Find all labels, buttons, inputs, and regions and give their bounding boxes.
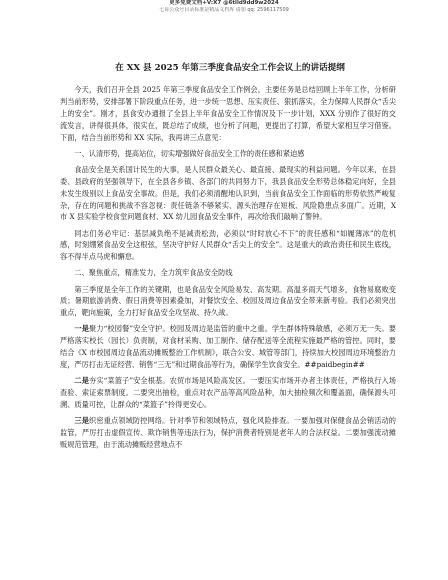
header-top-line: 更多免费文档+V:X7 @6tlld9dd9w2024 [169, 0, 279, 6]
section-heading-2: 二、聚焦重点，精准发力，全力筑牢食品安全防线 [74, 268, 233, 278]
greeting-paragraph: 今天，我们召开全县 2025 年第三季度食品安全工作例会，主要任务是总结回顾上半年工作，分析研判当前形势，安排部署下阶段重点任务，进一步统一思想、压实责任、狠抓落实，全力保障人民群众“舌尖上的安全”。刚才，县食安办通报了全县上半年食品安全工作情况及下一步计划，XXX 分别作了很好的交流发言，讲得很具体，很实在，既总结了成绩，也分析了问题，更提出了打算，希望大家相互学习借鉴。下面，结合当前形势和 XX 实际，我再讲三点意见： [60, 85, 396, 142]
document-title: 在 XX 县 2025 年第三季度食品安全工作会议上的讲话提纲 [115, 63, 345, 73]
point-1-paragraph [60, 323, 396, 371]
point-1-text: 聚力“校园餐”安全守护。校园及周边是监管的重中之重。学生群体特殊敏感，必须万无一失。要严格落实校长（园长）负责制，对食材采购、加工制作、储存配送等全流程实施最严格的管控。同时，要结合《X 市校园周边食品流动摊贩整治工作机制》，联合公安、城管等部门，持续加大校园周边环境整治力度，严厉打击无证经营、销售“三无”和过期食品等行为，确保学生饮食安全。##paidbegin## [60, 324, 396, 370]
point-1-lead: 一是 [74, 324, 90, 334]
page-header [0, 0, 448, 14]
section2-paragraph-1: 第三季度是全年工作的关键期，也是食品安全风险易发、高发期。高温多雨天气增多，食物易腐败变质；暑期旅游消费、假日消费等因素叠加，对餐饮安全、校园及周边食品安全带来新考验。我们必须突出重点，靶向施策，全力打好食品安全攻坚战、持久战。 [60, 284, 396, 318]
point-2-lead: 二是 [74, 376, 90, 386]
point-3-text: 织密重点领域防控网络。针对季节和领域特点，强化风险排查。一要加强对保健食品会销活动的监管，严厉打击虚假宣传、欺诈销售等违法行为，保护消费者特别是老年人的合法权益。二要加强流动摊贩规范管理，由于流动摊贩经营地点不 [60, 416, 396, 449]
point-3-lead: 三是 [74, 416, 90, 426]
point-2-text: 夯实“菜篮子”安全根基。农贸市场是风险高发区。一要压实市场开办者主体责任，严格执行入场查验、索证索票制度。二要突出抽检，重点对农产品等高风险品种，加大抽检频次和覆盖面，确保源头可溯、质量可控，让群众的“菜篮子”拎得更安心。 [60, 376, 396, 410]
section1-paragraph-1: 食品安全是关系国计民生的大事，是人民群众最关心、最直接、最现实的利益问题。今年以来，在县委、县政府的坚强领导下，在全县各乡镇、各部门的共同努力下，我县食品安全形势总体稳定向好，全县未发生级别以上食品安全事故。但是，我们必须清醒地认识到，当前食品安全工作面临的形势依然严峻复杂，存在的问题和挑战不容忽视：责任链条不够紧实、源头治理存在短板、风险隐患点多面广。近期，X 市 X 县实验学校食堂问题食材、XX 幼儿园食品安全事件，再次给我们敲响了警钟。 [60, 164, 396, 222]
section1-paragraph-2: 同志们务必牢记：基层减负绝不是减责松劲，必须以“时时放心不下”的责任感和“如履薄冰”的危机感，时刻绷紧食品安全这根弦，坚决守护好人民群众“舌尖上的安全”。这是重大的政治责任和民生底线，容不得半点马虎和懈怠。 [60, 228, 396, 262]
point-3-paragraph [60, 415, 396, 451]
document-body [60, 84, 396, 455]
header-sub-line: 七哥公众号目录标准是精品文档库 请加 qq: 2596117509 [159, 7, 289, 13]
section-heading-1: 一、认清形势，提高站位，切实增强做好食品安全工作的责任感和紧迫感 [74, 148, 305, 158]
point-2-paragraph [60, 375, 396, 411]
